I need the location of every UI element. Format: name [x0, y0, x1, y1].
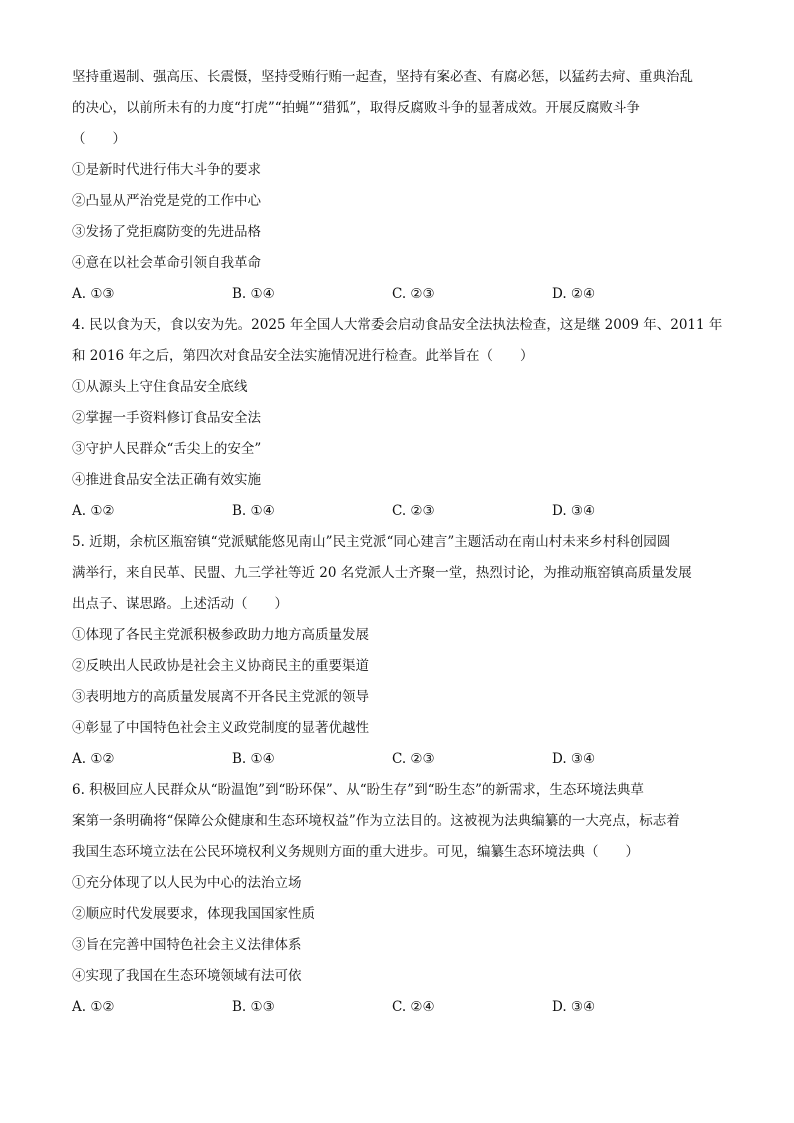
option-c: C. ②③: [392, 751, 435, 767]
option-b: B. ①④: [232, 751, 275, 767]
option-b: B. ①④: [232, 286, 275, 302]
answer-options: [72, 279, 722, 310]
option-a: A. ①②: [72, 999, 115, 1015]
option-a: A. ①③: [72, 286, 115, 302]
option-b: B. ①④: [232, 503, 275, 519]
question-6: [72, 775, 722, 1023]
option-b: B. ①③: [232, 999, 275, 1015]
option-c: C. ②④: [392, 999, 435, 1015]
answer-options: [72, 496, 722, 527]
question-stem-line: 出点子、谋思路。上述活动（ ）: [72, 596, 288, 612]
statement-3: ③表明地方的高质量发展离不开各民主党派的领导: [72, 689, 369, 705]
question-3: [72, 62, 722, 310]
option-c: C. ②③: [392, 503, 435, 519]
option-d: D. ②④: [552, 286, 596, 302]
statement-3: ③旨在完善中国特色社会主义法律体系: [72, 937, 302, 953]
question-4: [72, 310, 722, 527]
question-stem-line: （ ）: [72, 131, 126, 147]
statement-1: ①从源头上守住食品安全底线: [72, 379, 248, 395]
question-stem-line: 坚持重遏制、强高压、长震慑，坚持受贿行贿一起查，坚持有案必查、有腐必惩，以猛药去疴、重典治乱: [72, 69, 693, 85]
option-c: C. ②③: [392, 286, 435, 302]
statement-4: ④实现了我国在生态环境领域有法可依: [72, 968, 302, 984]
answer-options: [72, 992, 722, 1023]
question-5: [72, 527, 722, 775]
question-stem-line: 满举行，来自民革、民盟、九三学社等近 20 名党派人士齐聚一堂，热烈讨论，为推动瓶窑镇高质量发展: [72, 565, 692, 581]
question-stem-line: 案第一条明确将“保障公众健康和生态环境权益”作为立法目的。这被视为法典编纂的一大亮点，标志着: [72, 813, 680, 829]
option-d: D. ③④: [552, 999, 596, 1015]
statement-4: ④推进食品安全法正确有效实施: [72, 472, 261, 488]
statement-4: ④彰显了中国特色社会主义政党制度的显著优越性: [72, 720, 369, 736]
question-stem-line: 4. 民以食为天，食以安为先。2025 年全国人大常委会启动食品安全法执法检查，这是继 2009 年、2011 年: [72, 317, 723, 333]
statement-2: ②反映出人民政协是社会主义协商民主的重要渠道: [72, 658, 369, 674]
statement-1: ①体现了各民主党派积极参政助力地方高质量发展: [72, 627, 369, 643]
question-stem-line: 我国生态环境立法在公民环境权利义务规则方面的重大进步。可见，编纂生态环境法典（ ）: [72, 844, 639, 860]
exam-page: [72, 62, 722, 1023]
statement-4: ④意在以社会革命引领自我革命: [72, 255, 261, 271]
question-stem-line: 5. 近期，余杭区瓶窑镇“党派赋能悠见南山”民主党派“同心建言”主题活动在南山村未来乡村科创园圆: [72, 534, 671, 550]
statement-2: ②凸显从严治党是党的工作中心: [72, 193, 261, 209]
option-d: D. ③④: [552, 503, 596, 519]
statement-3: ③发扬了党拒腐防变的先进品格: [72, 224, 261, 240]
statement-3: ③守护人民群众“舌尖上的安全”: [72, 441, 262, 457]
question-stem-line: 和 2016 年之后，第四次对食品安全法实施情况进行检查。此举旨在（ ）: [72, 348, 534, 364]
option-a: A. ①②: [72, 503, 115, 519]
statement-2: ②掌握一手资料修订食品安全法: [72, 410, 261, 426]
statement-2: ②顺应时代发展要求，体现我国国家性质: [72, 906, 315, 922]
option-d: D. ③④: [552, 751, 596, 767]
answer-options: [72, 744, 722, 775]
question-stem-line: 6. 积极回应人民群众从“盼温饱”到“盼环保”、从“盼生存”到“盼生态”的新需求，生态环境法典草: [72, 782, 644, 798]
statement-1: ①充分体现了以人民为中心的法治立场: [72, 875, 302, 891]
question-stem-line: 的决心，以前所未有的力度“打虎”“拍蝇”“猎狐”，取得反腐败斗争的显著成效。开展反腐败斗争: [72, 100, 640, 116]
option-a: A. ①②: [72, 751, 115, 767]
statement-1: ①是新时代进行伟大斗争的要求: [72, 162, 261, 178]
